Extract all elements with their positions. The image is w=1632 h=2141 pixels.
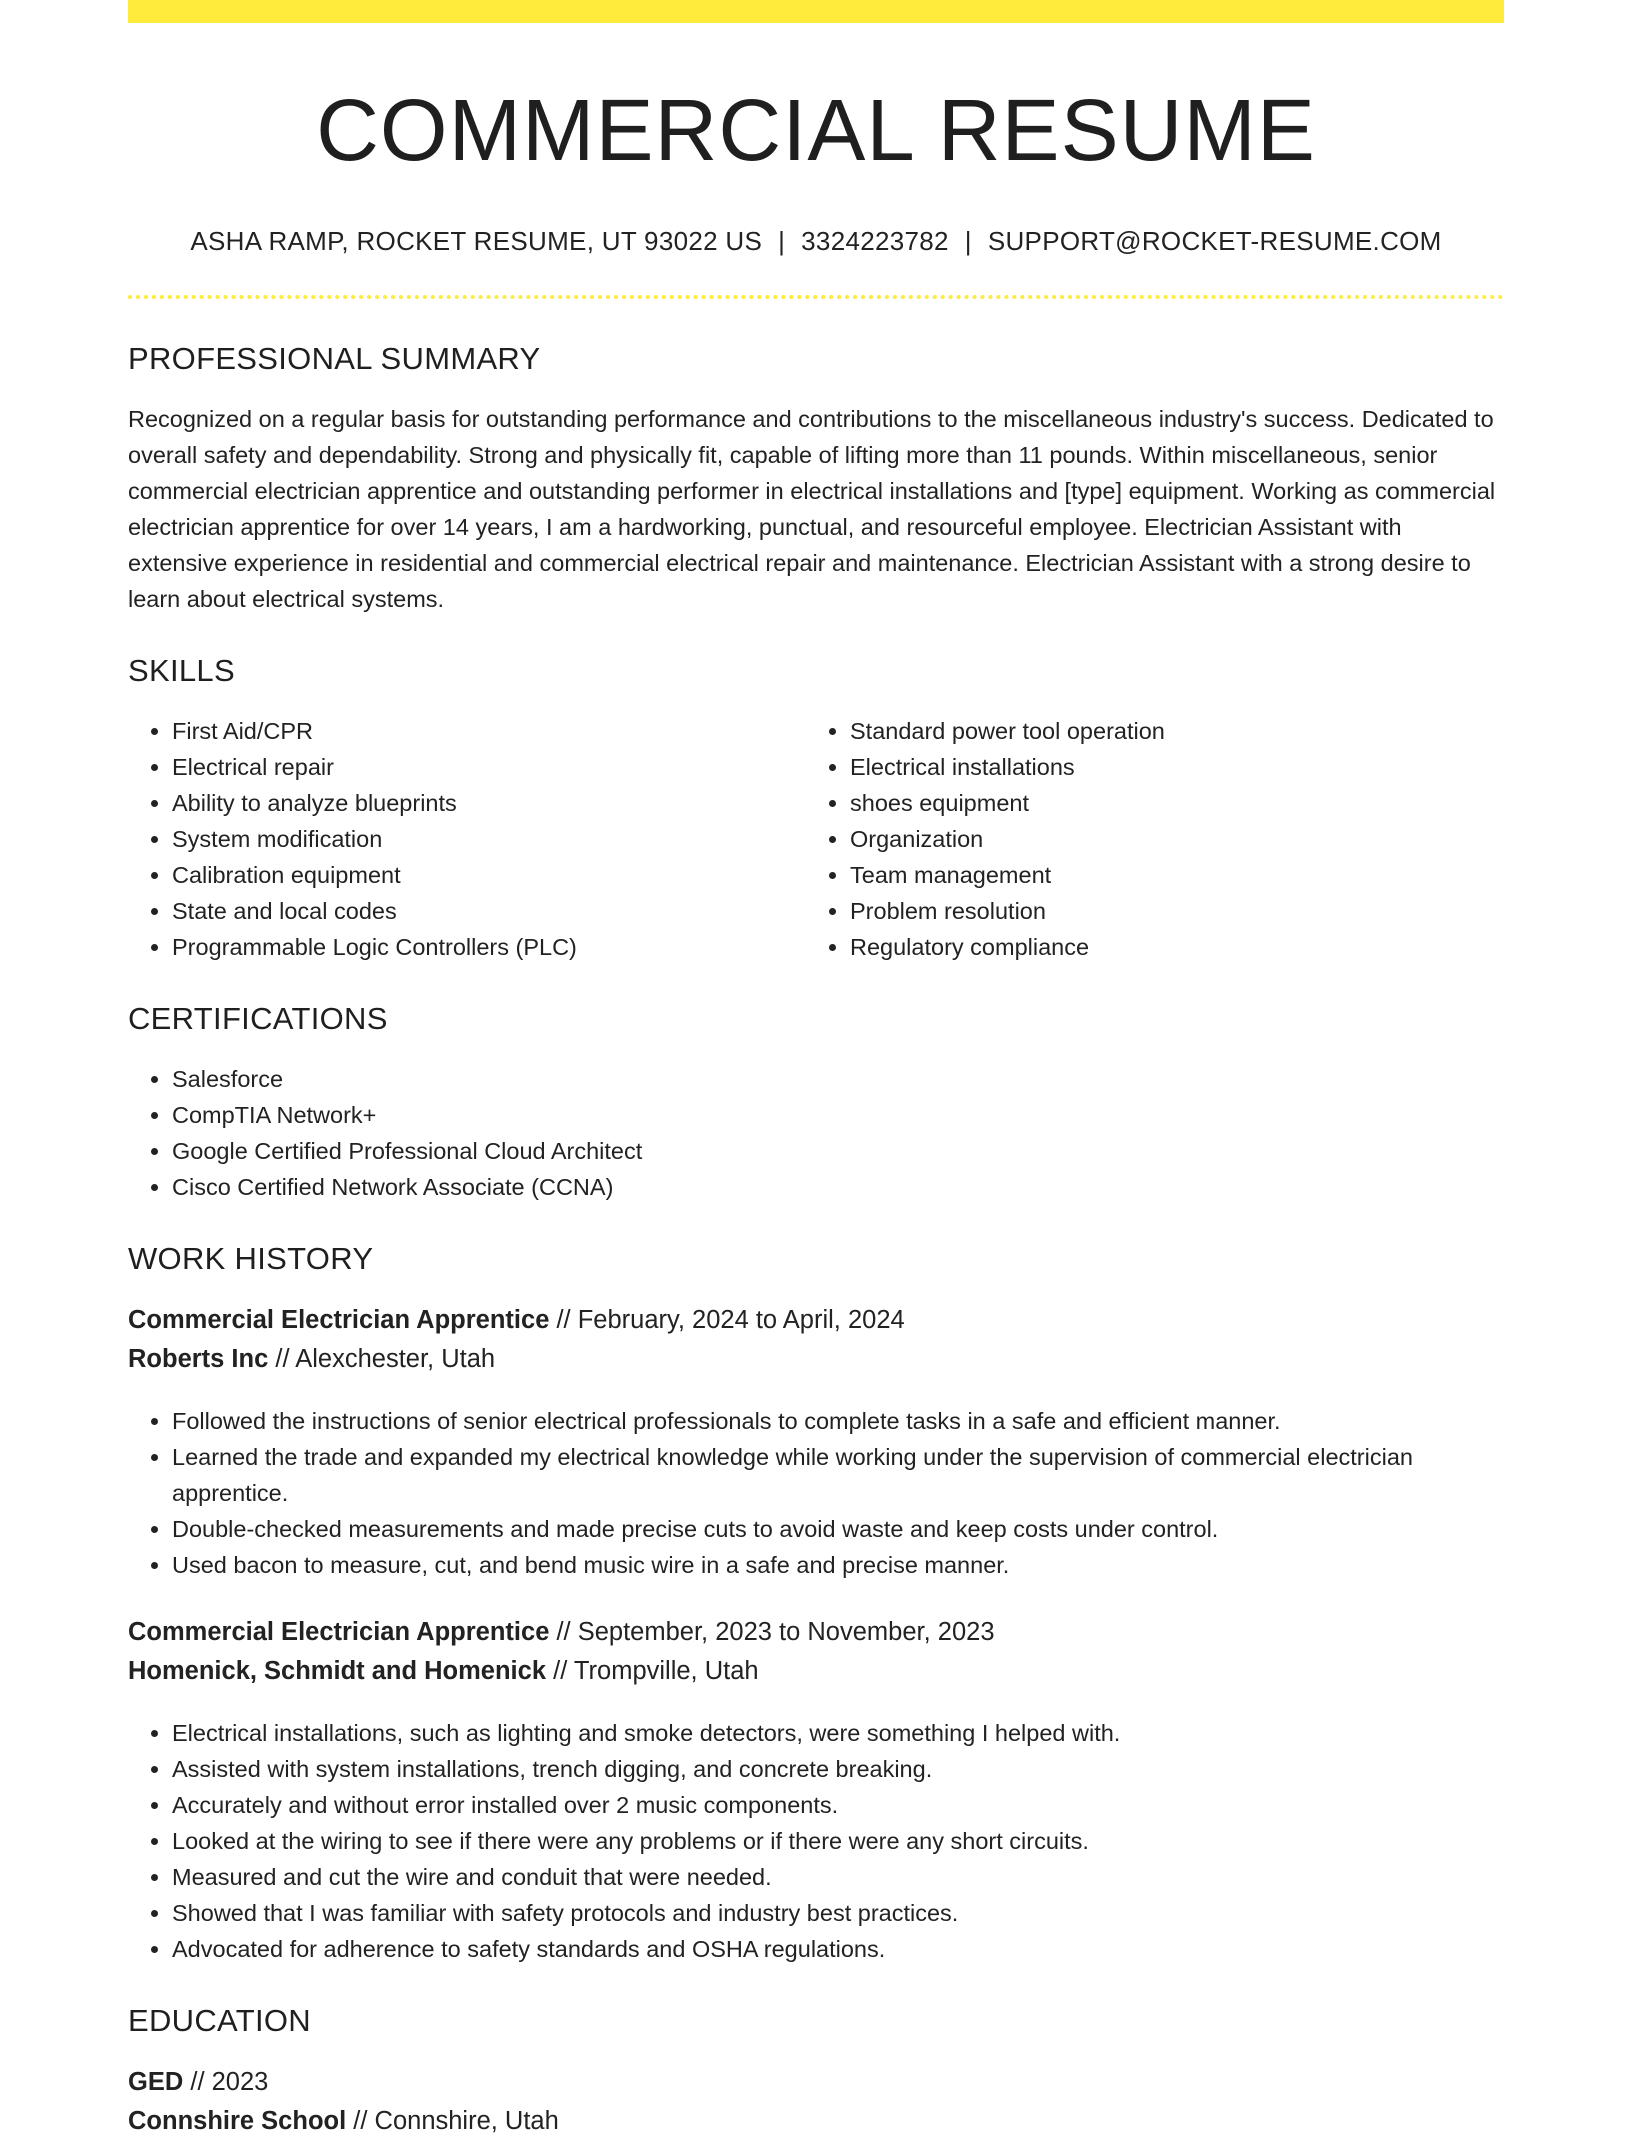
skills-column-left (128, 713, 806, 965)
job-location: // Alexchester, Utah (275, 1345, 496, 1374)
contact-phone: 3324223782 (801, 226, 949, 257)
contact-line (128, 226, 1504, 257)
job-entry (128, 1613, 1504, 1967)
job-bullets (128, 1715, 1504, 1967)
certification-item: • Cisco Certified Network Associate (CCNA) (172, 1169, 1504, 1205)
skill-item: • Organization (850, 821, 1504, 857)
education-school-line (128, 2102, 1504, 2141)
job-title: Commercial Electrician Apprentice (128, 1618, 550, 1647)
skill-item: • System modification (172, 821, 806, 857)
skills-column-right (806, 713, 1504, 965)
education-school: Connshire School (128, 2107, 347, 2136)
job-bullet-item: • Used bacon to measure, cut, and bend music wire in a safe and precise manner. (172, 1547, 1504, 1583)
education-heading: EDUCATION (128, 2003, 311, 2039)
job-location: // Trompville, Utah (553, 1657, 759, 1686)
job-entry (128, 1301, 1504, 1583)
contact-separator: | (778, 226, 786, 257)
skills-columns (128, 713, 1504, 965)
contact-email: SUPPORT@ROCKET-RESUME.COM (987, 226, 1442, 257)
job-bullet-item: • Looked at the wiring to see if there were any problems or if there were any short circuits. (172, 1823, 1504, 1859)
job-bullets (128, 1403, 1504, 1583)
skill-item: • Problem resolution (850, 893, 1504, 929)
job-dates: // September, 2023 to November, 2023 (556, 1618, 995, 1647)
education-degree-line (128, 2063, 1504, 2102)
top-accent-bar (128, 0, 1504, 23)
certification-item: • Salesforce (172, 1061, 1504, 1097)
skill-item: • Calibration equipment (172, 857, 806, 893)
resume-title: COMMERCIAL RESUME (316, 82, 1316, 179)
skill-item: • shoes equipment (850, 785, 1504, 821)
summary-heading: PROFESSIONAL SUMMARY (128, 341, 541, 377)
skill-item: • First Aid/CPR (172, 713, 806, 749)
job-bullet-item: • Followed the instructions of senior electrical professionals to complete tasks in a safe and efficient manner. (172, 1403, 1504, 1439)
job-bullet-item: • Electrical installations, such as lighting and smoke detectors, were something I helped with. (172, 1715, 1504, 1751)
job-company: Roberts Inc (128, 1345, 269, 1374)
job-bullet-item: • Assisted with system installations, trench digging, and concrete breaking. (172, 1751, 1504, 1787)
education-location: // Connshire, Utah (353, 2107, 559, 2136)
job-title-line (128, 1613, 1504, 1652)
job-title-line (128, 1301, 1504, 1340)
job-dates: // February, 2024 to April, 2024 (556, 1306, 905, 1335)
skill-item: • Electrical installations (850, 749, 1504, 785)
skill-item: • State and local codes (172, 893, 806, 929)
work-history-heading: WORK HISTORY (128, 1241, 374, 1277)
skill-item: • Programmable Logic Controllers (PLC) (172, 929, 806, 965)
certification-item: • CompTIA Network+ (172, 1097, 1504, 1133)
job-company-line (128, 1340, 1504, 1379)
skill-item: • Electrical repair (172, 749, 806, 785)
job-title: Commercial Electrician Apprentice (128, 1306, 550, 1335)
job-bullet-item: • Showed that I was familiar with safety protocols and industry best practices. (172, 1895, 1504, 1931)
contact-address: ASHA RAMP, ROCKET RESUME, UT 93022 US (190, 226, 763, 257)
education-entry (128, 2063, 1504, 2141)
job-bullet-item: • Advocated for adherence to safety standards and OSHA regulations. (172, 1931, 1504, 1967)
summary-text: Recognized on a regular basis for outstanding performance and contributions to the miscellaneous industry's success. Dedicated to overall safety and dependability. Strong and physically fit, capable of lifting more than 11 pounds. Within miscellaneous, senior commercial electrician apprentice and outstanding performer in electrical installations and [type] equipment. Working as commercial electrician apprentice for over 14 years, I am a hardworking, punctual, and resourceful employee. Electrician Assistant with extensive experience in residential and commercial electrical repair and maintenance. Electrician Assistant with a strong desire to learn about electrical systems. (128, 406, 1496, 613)
job-company-line (128, 1652, 1504, 1691)
skill-item: • Ability to analyze blueprints (172, 785, 806, 821)
job-bullet-item: • Accurately and without error installed over 2 music components. (172, 1787, 1504, 1823)
contact-separator: | (964, 226, 972, 257)
education-year: // 2023 (190, 2068, 269, 2097)
skill-item: • Standard power tool operation (850, 713, 1504, 749)
skill-item: • Regulatory compliance (850, 929, 1504, 965)
job-company: Homenick, Schmidt and Homenick (128, 1657, 547, 1686)
dotted-divider (128, 295, 1504, 299)
skills-heading: SKILLS (128, 653, 235, 689)
certifications-list (128, 1061, 1504, 1205)
certification-item: • Google Certified Professional Cloud Architect (172, 1133, 1504, 1169)
resume-page (128, 0, 1504, 2141)
skills-list-right (806, 713, 1504, 965)
education-degree: GED (128, 2068, 184, 2097)
skills-list-left (128, 713, 806, 965)
skill-item: • Team management (850, 857, 1504, 893)
job-bullet-item: • Double-checked measurements and made precise cuts to avoid waste and keep costs under control. (172, 1511, 1504, 1547)
job-bullet-item: • Measured and cut the wire and conduit that were needed. (172, 1859, 1504, 1895)
certifications-heading: CERTIFICATIONS (128, 1001, 388, 1037)
job-bullet-item: • Learned the trade and expanded my electrical knowledge while working under the supervision of commercial electrician apprentice. (172, 1439, 1504, 1511)
